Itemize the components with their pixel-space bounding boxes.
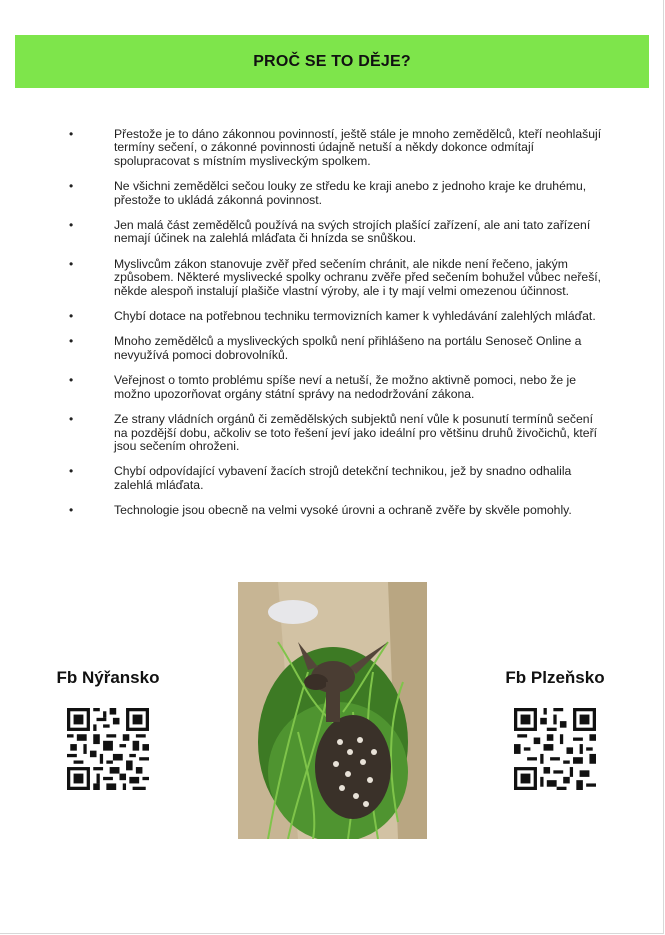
list-item: • Mnoho zemědělců a mysliveckých spolků není přihlášeno na portálu Senoseč Online a nevyužívá pomoci dobrovolníků. bbox=[69, 334, 582, 362]
bullet-icon: • bbox=[69, 412, 74, 427]
fawn-in-grass-image bbox=[238, 582, 427, 839]
list-item: • Technologie jsou obecně na velmi vysoké úrovni a ochraně zvěře by skvěle pomohly. bbox=[69, 503, 572, 518]
qr-code-icon[interactable] bbox=[67, 708, 149, 790]
list-item: • Myslivcům zákon stanovuje zvěř před sečením chránit, ale nikde není řečeno, jakým způsobem. Některé myslivecké spolky ochranu zvěře před sečením bohužel vůbec neřeší, někde alespoň instalují plašiče vlastní výroby, ale i ty mají velmi omezenou účinnost. bbox=[69, 256, 602, 298]
bullet-icon: • bbox=[69, 503, 74, 518]
qr-block-nyransko bbox=[43, 668, 173, 790]
reasons-list bbox=[68, 128, 608, 530]
qr-title-plzensko: Fb Plzeňsko bbox=[505, 668, 605, 687]
list-item: • Chybí dotace na potřebnou techniku termovizních kamer k vyhledávání zalehlých mláďat. bbox=[69, 309, 596, 324]
bullet-icon: • bbox=[69, 256, 74, 271]
bullet-icon: • bbox=[69, 464, 74, 479]
bullet-icon: • bbox=[69, 373, 74, 388]
qr-code-icon[interactable] bbox=[514, 708, 596, 790]
qr-block-plzensko bbox=[490, 668, 620, 790]
bullet-icon: • bbox=[69, 127, 74, 141]
list-item: • Veřejnost o tomto problému spíše neví a netuší, že možno aktivně pomoci, nebo že je možno upozorňovat orgány státní správy na nedodržování zákona. bbox=[69, 373, 577, 401]
bullet-icon: • bbox=[69, 218, 74, 233]
list-item: • Přestože je to dáno zákonnou povinností, ještě stále je mnoho zemědělců, kteří neohlašují termíny sečení, o zákonné povinnosti údajně netuší a někdy dokonce odmítají spolupracovat s místním mysliveckým spolkem. bbox=[69, 127, 602, 168]
bullet-icon: • bbox=[69, 334, 74, 349]
page-title: PROČ SE TO DĚJE? bbox=[253, 52, 411, 70]
list-item: • Ne všichni zemědělci sečou louky ze středu ke kraji anebo z jednoho kraje ke druhému, přestože to ukládá zákonná povinnost. bbox=[69, 179, 587, 207]
bullet-icon: • bbox=[69, 179, 74, 194]
fawn-photo bbox=[238, 582, 427, 839]
qr-title-nyransko: Fb Nýřansko bbox=[56, 668, 160, 687]
list-item: • Ze strany vládních orgánů či zemědělských subjektů není vůle k posunutí termínů sečení na pozdější dobu, ačkoliv se toto řešení jeví jako ideální pro většinu druhů živočichů, kteří jsou sečením ohroženi. bbox=[69, 412, 598, 453]
list-item: • Jen malá část zemědělců používá na svých strojích plašící zařízení, ale ani tato zařízení nemají účinek na zalehlá mláďata či hnízda se snůškou. bbox=[69, 218, 591, 246]
bullet-icon: • bbox=[69, 309, 74, 324]
header-banner bbox=[15, 35, 649, 88]
list-item: • Chybí odpovídající vybavení žacích strojů detekční technikou, jež by snadno odhalila zalehlá mláďata. bbox=[69, 464, 572, 492]
